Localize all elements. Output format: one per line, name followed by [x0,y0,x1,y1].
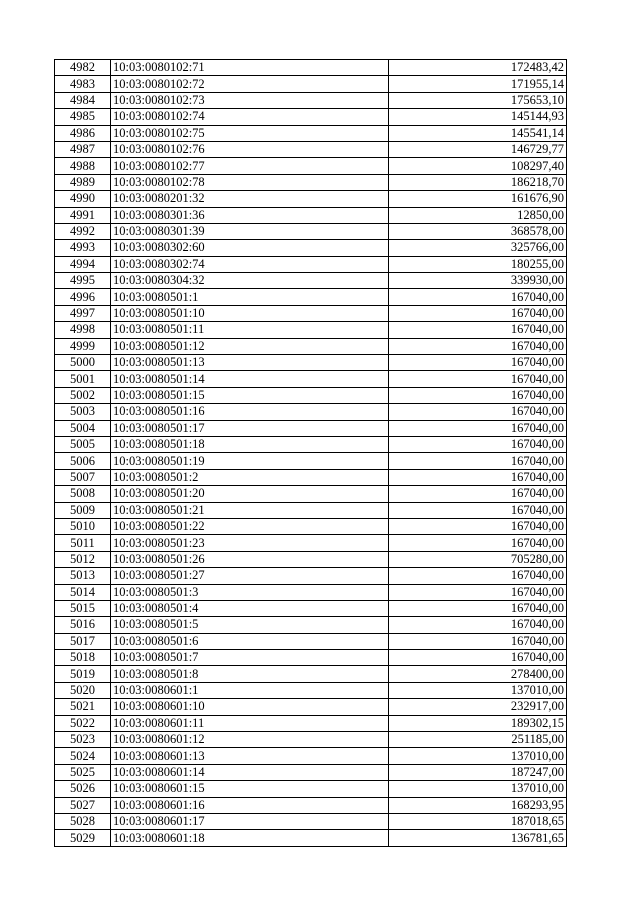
value-cell: 137010,00 [389,781,567,797]
cadastral-number-cell: 10:03:0080601:10 [111,699,389,715]
value-cell: 167040,00 [389,568,567,584]
cadastral-number-cell: 10:03:0080501:14 [111,371,389,387]
table-row [55,420,567,436]
cadastral-number-cell: 10:03:0080601:15 [111,781,389,797]
table-row [55,764,567,780]
row-number-cell: 5004 [55,420,111,436]
table-row [55,650,567,666]
value-cell: 108297,40 [389,158,567,174]
table-row [55,109,567,125]
value-cell: 167040,00 [389,305,567,321]
cadastral-number-cell: 10:03:0080501:6 [111,633,389,649]
table-row [55,240,567,256]
value-cell: 278400,00 [389,666,567,682]
row-number-cell: 5014 [55,584,111,600]
value-cell: 167040,00 [389,371,567,387]
row-number-cell: 5019 [55,666,111,682]
value-cell: 167040,00 [389,633,567,649]
value-cell: 146729,77 [389,141,567,157]
table-row [55,273,567,289]
table-row [55,551,567,567]
value-cell: 167040,00 [389,355,567,371]
row-number-cell: 4997 [55,305,111,321]
value-cell: 325766,00 [389,240,567,256]
row-number-cell: 4999 [55,338,111,354]
row-number-cell: 5006 [55,453,111,469]
row-number-cell: 5011 [55,535,111,551]
table-row [55,682,567,698]
cadastral-number-cell: 10:03:0080501:22 [111,518,389,534]
row-number-cell: 5009 [55,502,111,518]
value-cell: 167040,00 [389,420,567,436]
table-row [55,141,567,157]
row-number-cell: 5021 [55,699,111,715]
cadastral-number-cell: 10:03:0080102:77 [111,158,389,174]
cadastral-number-cell: 10:03:0080501:21 [111,502,389,518]
value-cell: 171955,14 [389,76,567,92]
row-number-cell: 5022 [55,715,111,731]
document-page [54,59,566,847]
row-number-cell: 4990 [55,191,111,207]
cadastral-number-cell: 10:03:0080102:76 [111,141,389,157]
value-cell: 167040,00 [389,486,567,502]
cadastral-number-cell: 10:03:0080601:18 [111,830,389,846]
table-row [55,305,567,321]
row-number-cell: 5020 [55,682,111,698]
cadastral-number-cell: 10:03:0080601:13 [111,748,389,764]
cadastral-number-cell: 10:03:0080501:26 [111,551,389,567]
row-number-cell: 5000 [55,355,111,371]
row-number-cell: 4985 [55,109,111,125]
value-cell: 172483,42 [389,60,567,76]
table-row [55,158,567,174]
table-row [55,797,567,813]
table-row [55,289,567,305]
cadastral-number-cell: 10:03:0080501:16 [111,404,389,420]
value-cell: 167040,00 [389,469,567,485]
value-cell: 167040,00 [389,600,567,616]
row-number-cell: 5001 [55,371,111,387]
table-row [55,256,567,272]
row-number-cell: 5013 [55,568,111,584]
value-cell: 167040,00 [389,289,567,305]
value-cell: 161676,90 [389,191,567,207]
cadastral-number-cell: 10:03:0080501:8 [111,666,389,682]
row-number-cell: 4984 [55,92,111,108]
row-number-cell: 4982 [55,60,111,76]
value-cell: 186218,70 [389,174,567,190]
table-row [55,92,567,108]
cadastral-number-cell: 10:03:0080601:16 [111,797,389,813]
value-cell: 167040,00 [389,617,567,633]
row-number-cell: 4983 [55,76,111,92]
table-row [55,732,567,748]
table-row [55,666,567,682]
table-row [55,502,567,518]
table-row [55,322,567,338]
value-cell: 167040,00 [389,387,567,403]
table-row [55,453,567,469]
cadastral-number-cell: 10:03:0080302:60 [111,240,389,256]
cadastral-number-cell: 10:03:0080102:71 [111,60,389,76]
table-row [55,813,567,829]
value-cell: 167040,00 [389,535,567,551]
row-number-cell: 4986 [55,125,111,141]
cadastral-number-cell: 10:03:0080501:5 [111,617,389,633]
cadastral-number-cell: 10:03:0080601:11 [111,715,389,731]
row-number-cell: 4988 [55,158,111,174]
table-row [55,600,567,616]
value-cell: 705280,00 [389,551,567,567]
value-cell: 145541,14 [389,125,567,141]
row-number-cell: 5027 [55,797,111,813]
row-number-cell: 5028 [55,813,111,829]
value-cell: 167040,00 [389,404,567,420]
cadastral-number-cell: 10:03:0080501:4 [111,600,389,616]
cadastral-number-cell: 10:03:0080501:19 [111,453,389,469]
value-cell: 168293,95 [389,797,567,813]
table-row [55,568,567,584]
row-number-cell: 5018 [55,650,111,666]
value-cell: 189302,15 [389,715,567,731]
cadastral-number-cell: 10:03:0080102:73 [111,92,389,108]
row-number-cell: 4989 [55,174,111,190]
row-number-cell: 5026 [55,781,111,797]
table-row [55,338,567,354]
cadastral-number-cell: 10:03:0080601:17 [111,813,389,829]
row-number-cell: 5003 [55,404,111,420]
cadastral-number-cell: 10:03:0080601:12 [111,732,389,748]
table-row [55,207,567,223]
cadastral-number-cell: 10:03:0080601:1 [111,682,389,698]
value-cell: 251185,00 [389,732,567,748]
cadastral-number-cell: 10:03:0080102:78 [111,174,389,190]
value-cell: 136781,65 [389,830,567,846]
cadastral-number-cell: 10:03:0080301:39 [111,223,389,239]
cadastral-number-cell: 10:03:0080102:75 [111,125,389,141]
row-number-cell: 5002 [55,387,111,403]
value-cell: 175653,10 [389,92,567,108]
value-cell: 167040,00 [389,453,567,469]
value-cell: 167040,00 [389,338,567,354]
table-row [55,404,567,420]
value-cell: 180255,00 [389,256,567,272]
cadastral-number-cell: 10:03:0080501:1 [111,289,389,305]
row-number-cell: 5017 [55,633,111,649]
table-row [55,60,567,76]
cadastral-number-cell: 10:03:0080601:14 [111,764,389,780]
table-row [55,469,567,485]
table-row [55,617,567,633]
table-row [55,355,567,371]
value-cell: 167040,00 [389,518,567,534]
table-row [55,518,567,534]
cadastral-number-cell: 10:03:0080501:18 [111,436,389,452]
table-body [55,60,567,847]
row-number-cell: 5029 [55,830,111,846]
row-number-cell: 5016 [55,617,111,633]
value-cell: 137010,00 [389,682,567,698]
cadastral-number-cell: 10:03:0080501:15 [111,387,389,403]
value-cell: 167040,00 [389,502,567,518]
cadastral-number-cell: 10:03:0080102:72 [111,76,389,92]
row-number-cell: 5005 [55,436,111,452]
row-number-cell: 5007 [55,469,111,485]
value-cell: 145144,93 [389,109,567,125]
cadastral-number-cell: 10:03:0080501:13 [111,355,389,371]
row-number-cell: 5012 [55,551,111,567]
row-number-cell: 4996 [55,289,111,305]
value-cell: 167040,00 [389,322,567,338]
table-row [55,371,567,387]
table-row [55,715,567,731]
cadastral-number-cell: 10:03:0080501:20 [111,486,389,502]
table-row [55,223,567,239]
table-row [55,830,567,846]
table-row [55,584,567,600]
value-cell: 167040,00 [389,436,567,452]
cadastral-number-cell: 10:03:0080301:36 [111,207,389,223]
table-row [55,174,567,190]
row-number-cell: 4991 [55,207,111,223]
row-number-cell: 4993 [55,240,111,256]
table-row [55,387,567,403]
value-cell: 232917,00 [389,699,567,715]
row-number-cell: 5015 [55,600,111,616]
cadastral-number-cell: 10:03:0080501:23 [111,535,389,551]
table-row [55,436,567,452]
cadastral-number-cell: 10:03:0080304:32 [111,273,389,289]
cadastral-number-cell: 10:03:0080501:3 [111,584,389,600]
value-cell: 137010,00 [389,748,567,764]
data-table [54,59,567,847]
table-row [55,486,567,502]
value-cell: 187018,65 [389,813,567,829]
table-row [55,781,567,797]
cadastral-number-cell: 10:03:0080201:32 [111,191,389,207]
cadastral-number-cell: 10:03:0080501:2 [111,469,389,485]
row-number-cell: 5024 [55,748,111,764]
row-number-cell: 4998 [55,322,111,338]
value-cell: 167040,00 [389,584,567,600]
table-row [55,535,567,551]
table-row [55,191,567,207]
table-row [55,76,567,92]
row-number-cell: 4992 [55,223,111,239]
value-cell: 187247,00 [389,764,567,780]
cadastral-number-cell: 10:03:0080501:10 [111,305,389,321]
cadastral-number-cell: 10:03:0080302:74 [111,256,389,272]
cadastral-number-cell: 10:03:0080501:17 [111,420,389,436]
row-number-cell: 4995 [55,273,111,289]
table-row [55,748,567,764]
row-number-cell: 4994 [55,256,111,272]
cadastral-number-cell: 10:03:0080102:74 [111,109,389,125]
row-number-cell: 5008 [55,486,111,502]
table-row [55,125,567,141]
row-number-cell: 5025 [55,764,111,780]
value-cell: 12850,00 [389,207,567,223]
table-row [55,633,567,649]
row-number-cell: 4987 [55,141,111,157]
row-number-cell: 5023 [55,732,111,748]
cadastral-number-cell: 10:03:0080501:11 [111,322,389,338]
value-cell: 167040,00 [389,650,567,666]
value-cell: 339930,00 [389,273,567,289]
row-number-cell: 5010 [55,518,111,534]
value-cell: 368578,00 [389,223,567,239]
cadastral-number-cell: 10:03:0080501:7 [111,650,389,666]
table-row [55,699,567,715]
cadastral-number-cell: 10:03:0080501:27 [111,568,389,584]
cadastral-number-cell: 10:03:0080501:12 [111,338,389,354]
